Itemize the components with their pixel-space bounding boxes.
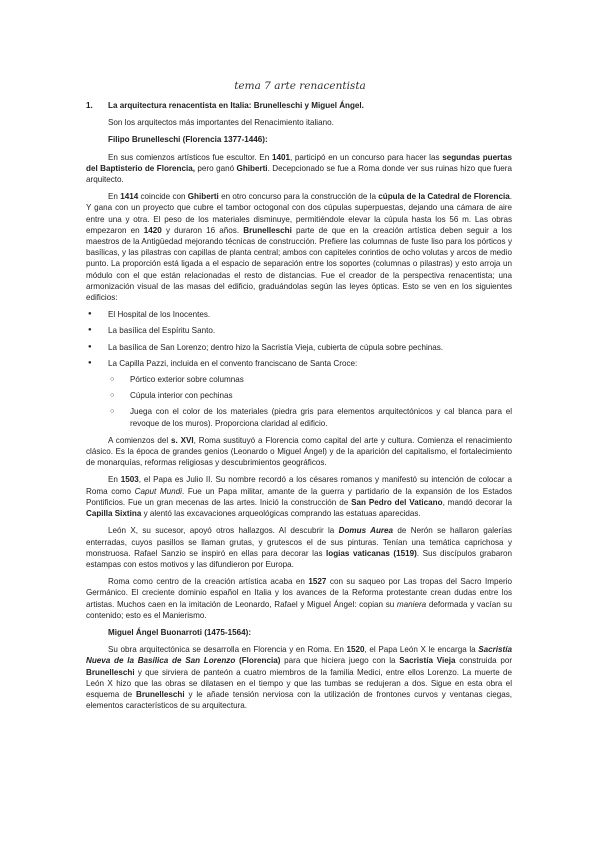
paragraph-4: En 1503, el Papa es Julio II. Su nombre recordó a los césares romanos y manifestó su intención de colocar a Roma como Caput Mundi. Fue un Papa militar, amante de la guerra y partidario de la expansión de los Estados Pontificios. Fue un gran mecenas de las artes. Inició la construcción de San Pedro del Vaticano, mandó decorar la Capilla Sixtina y alentó las excavaciones arqueológicas comprando las estatuas aparecidas. xyxy=(86,475,512,519)
list-item: ● La basílica de San Lorenzo; dentro hizo la Sacristía Vieja, cubierta de cúpula sobre pechinas. xyxy=(86,342,512,353)
list-item: ● La basílica del Espíritu Santo. xyxy=(86,325,512,336)
section-heading xyxy=(86,100,512,111)
paragraph-2: En 1414 coincide con Ghiberti en otro concurso para la construcción de la cúpula de la Catedral de Florencia. Y gana con un proyecto que cubre el tambor octogonal con dos cúpulas superpuestas, dejando una cámara de aire entre una y otra. El peso de los materiales disminuye, permitiéndole elevar la cúpula hasta los 56 m. Las obras empezaron en 1420 y duraron 16 años. Brunelleschi parte de que en la creación artística deben seguir a los maestros de la Antigüedad mejorando técnicas de construcción. Prefiere las columnas de fuste liso para los pórticos y basílicas, y las pilastras con capillas de planta central; ambos con capiteles corintios de ocho volutas y arcos de medio punto. La proporción está ligada a el espacio de separación entre los soportes (columnas o pilastras) y esto arroja un módulo con el que están relacionadas el resto de distancias. Fue el creador de la perspectiva renacentista; una armonización visual de las masas del edificio, graduándolas según las leyes ópticas. Esto se ven en los siguientes edificios: xyxy=(86,192,512,303)
sub-list-item: ○ Pórtico exterior sobre columnas xyxy=(86,374,512,385)
buildings-list xyxy=(86,309,512,429)
sub-list-item: ○ Juega con el color de los materiales (piedra gris para elementos arquitectónicos y cal blanca para el revoque de los muros). Proporciona claridad al edificio. xyxy=(86,406,512,428)
list-item: ● La Capilla Pazzi, incluida en el convento franciscano de Santa Croce: xyxy=(86,358,512,369)
intro-paragraph: Son los arquitectos más importantes del Renacimiento italiano. xyxy=(108,118,334,128)
document-title: tema 7 arte renacentista xyxy=(234,80,366,92)
section-heading-text: La arquitectura renacentista en Italia: Brunelleschi y Miguel Ángel. xyxy=(108,101,364,110)
paragraph-7: Su obra arquitectónica se desarrolla en Florencia y en Roma. En 1520, el Papa León X le encarga la Sacristía Nueva de la Basílica de San Lorenzo (Florencia) para que hiciera juego con la Sacristía Vieja construida por Brunelleschi y que sirviera de panteón a cuatro miembros de la familia Medici, entre ellos Lorenzo. La muerte de León X hizo que las obras se dilatasen en el tiempo y que las tumbas se redujeran a dos. Sigue en esta obra el esquema de Brunelleschi y le añade tensión nerviosa con la utilización de frontones curvos y ventanas ciegas, elementos característicos de su arquitectura. xyxy=(86,645,513,711)
section-number: 1. xyxy=(86,101,93,110)
list-item: ● El Hospital de los Inocentes. xyxy=(86,309,512,320)
paragraph-5: León X, su sucesor, apoyó otros hallazgos. Al descubrir la Domus Aurea de Nerón se hallaron galerías enterradas, cuyos pasillos se llaman grutas, y grutescos el de sus pinturas. Tenían una temática caprichosa y monstruosa. Rafael Sanzio se inspiró en ellas para decorar las logias vaticanas (1519). Sus discípulos grabaron estampas con estos motivos y las difundieron por Europa. xyxy=(86,526,512,569)
sub-list-item: ○ Cúpula interior con pechinas xyxy=(86,390,512,401)
paragraph-6: Roma como centro de la creación artística acaba en 1527 con su saqueo por Las tropas del Sacro Imperio Germánico. El creciente dominio español en Italia y los avances de la Reforma protestante crean dudas entre los artistas. Muchos caen en la imitación de Leonardo, Rafael y Miguel Ángel: copian su maniera deformada y vacían su contenido; esto es el Manierismo. xyxy=(86,577,512,620)
paragraph-3: A comienzos del s. XVI, Roma sustituyó a Florencia como capital del arte y cultura. Comienza el renacimiento clásico. Es la época de grandes genios (Leonardo o Miguel Ángel) y de la aparición del capitalismo, el fortalecimiento de monarquías, reformas religiosas y descubrimientos geográficos. xyxy=(86,435,512,468)
document-body xyxy=(86,100,512,717)
subheading-brunelleschi: Filipo Brunelleschi (Florencia 1377-1446): xyxy=(108,135,268,145)
subheading-miguel-angel: Miguel Ángel Buonarroti (1475-1564): xyxy=(108,627,252,637)
paragraph-1: En sus comienzos artísticos fue escultor. En 1401, participó en un concurso para hacer las segundas puertas del Baptisterio de Florencia, pero ganó Ghiberti. Decepcionado se fue a Roma donde ver sus ruinas hizo que fuera arquitecto. xyxy=(86,152,512,185)
